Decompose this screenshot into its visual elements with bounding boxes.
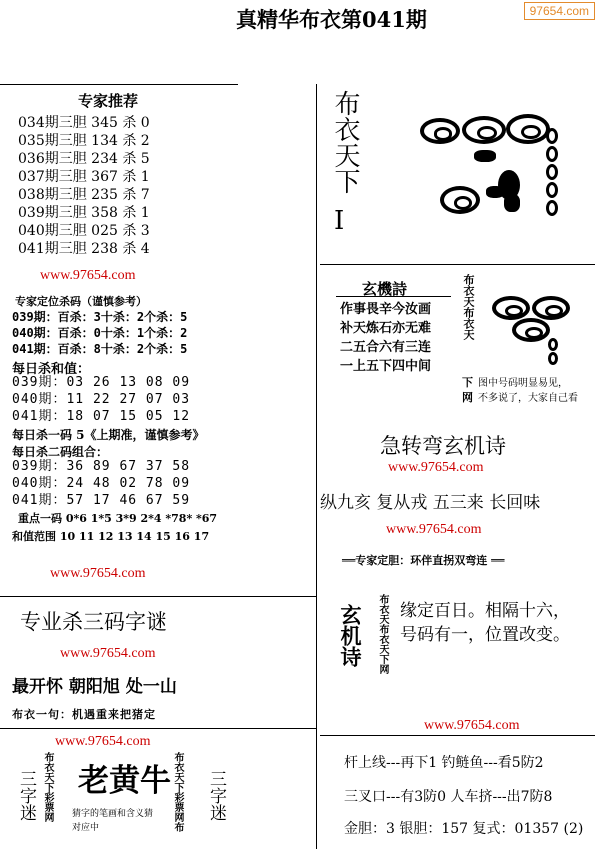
expert-title: 专家推荐 [78, 92, 139, 110]
site-url[interactable]: www.97654.com [40, 268, 136, 283]
xjs-line: 号码有一，位置改变。 [400, 625, 570, 645]
riddle-right-small-vertical: 布衣天下彩票网布 [172, 752, 183, 832]
daily-sum-list [12, 374, 190, 425]
riddle-answer: 三叉口---有3防0 人车挤---出7防8 [344, 789, 553, 805]
riddle-answer: 杆上线---再下1 钓鲢鱼---看5防2 [344, 755, 544, 771]
list-item: 034期三胆 345 杀 0 [18, 115, 150, 131]
list-item: 036期三胆 234 杀 5 [18, 151, 150, 167]
poem-lines [340, 300, 431, 376]
list-item: 039期三胆 358 杀 1 [18, 205, 150, 221]
list-item: 037期三胆 367 杀 1 [18, 169, 150, 185]
expert-banker-line: ══专家定胆：环伴直拐双弯连 ══ [342, 554, 505, 567]
bytx-tail-line: 图中号码明显易见， [478, 378, 568, 389]
list-item: 作事畏辛今汝画 [340, 302, 432, 317]
riddle-title: 专业杀三码字谜 [20, 610, 167, 634]
divider [0, 596, 316, 597]
riddle-note: 猜字的笔画和含义猜 [72, 809, 154, 819]
site-url[interactable]: www.97654.com [424, 718, 520, 733]
riddle-left-small-vertical: 布衣天下彩票网 [42, 752, 53, 822]
xjs-small-vertical: 布衣天布衣天下网 [377, 594, 388, 674]
riddle-left-vertical: 三字迷 [16, 770, 36, 821]
kill-two-title: 每日杀二码组合： [12, 445, 109, 459]
poem-title: 玄機詩 [362, 280, 408, 298]
list-item: 一上五下四中间 [340, 359, 432, 374]
list-item: 039期：03 26 13 08 09 [12, 375, 191, 390]
sum-range: 和值范围 10 11 12 13 14 15 16 17 [12, 530, 210, 543]
riddle-right-vertical: 三字迷 [206, 770, 226, 821]
expert-list [18, 114, 150, 258]
position-title: 专家定位杀码（谨慎参考） [15, 295, 147, 308]
list-item: 041期：57 17 46 67 59 [12, 493, 191, 508]
bytx-tail-char: 下 [462, 376, 473, 389]
list-item: 041期：18 07 15 05 12 [12, 409, 191, 424]
list-item: 040期三胆 025 杀 3 [18, 223, 150, 239]
divider [0, 84, 238, 85]
bytx-tail-line: 不多说了，大家自己看 [478, 393, 578, 404]
poem2-line: 纵九亥 复从戎 五三来 长回味 [320, 493, 541, 513]
riddle-big-word: 老黄牛 [78, 763, 171, 799]
focus-code: 重点一码 0*6 1*5 3*9 2*4 *78* *67 [18, 512, 218, 525]
xjs-vertical: 玄机诗 [338, 604, 363, 667]
kill-two-list [12, 458, 190, 509]
list-item: 039期：36 89 67 37 58 [12, 459, 191, 474]
list-item: 040期：24 48 02 78 09 [12, 476, 191, 491]
site-url[interactable]: www.97654.com [55, 734, 151, 749]
bytx-roman: I [334, 206, 345, 236]
list-item: 040期：11 22 27 07 03 [12, 392, 191, 407]
position-list [12, 309, 187, 357]
site-url[interactable]: www.97654.com [60, 646, 156, 661]
list-item: 041期：百杀：8十杀：2个杀：5 [12, 342, 188, 356]
list-item: 039期：百杀：3十杀：2个杀：5 [12, 310, 188, 324]
poem2-title: 急转弯玄机诗 [380, 434, 506, 458]
list-item: 二五合六有三连 [340, 340, 432, 355]
divider [316, 84, 317, 849]
site-watermark: 97654.com [524, 2, 595, 20]
xjs-line: 缘定百日。相隔十六， [400, 601, 570, 621]
bytx-small-vertical: 布衣天布衣天 [462, 274, 475, 340]
daily-sum-title: 每日杀和值： [12, 362, 91, 377]
page-title: 真精华布衣第041期 [236, 7, 427, 32]
riddle-saying: 布衣一句：机遇重来把猪定 [12, 708, 156, 721]
list-item: 041期三胆 238 杀 4 [18, 241, 150, 257]
site-url[interactable]: www.97654.com [386, 522, 482, 537]
list-item: 040期：百杀：0十杀：1个杀：2 [12, 326, 188, 340]
divider [0, 728, 316, 729]
riddle-line: 最开怀 朝阳旭 处一山 [12, 677, 177, 697]
kill-one-code: 每日杀一码 5《上期准，谨慎参考》 [12, 428, 205, 442]
riddle-note: 对应中 [72, 823, 100, 833]
banker-summary: 金胆：3 银胆：157 复式：01357 (2) [344, 821, 584, 837]
site-url[interactable]: www.97654.com [388, 460, 484, 475]
list-item: 035期三胆 134 杀 2 [18, 133, 150, 149]
divider [336, 296, 451, 297]
bytx-tail-char: 网 [462, 391, 473, 404]
divider [320, 264, 595, 265]
site-url[interactable]: www.97654.com [50, 566, 146, 581]
list-item: 038期三胆 235 杀 7 [18, 187, 150, 203]
bytx-vertical: 布衣天下 [330, 90, 360, 194]
divider [320, 735, 595, 736]
list-item: 补天炼石亦无难 [340, 321, 432, 336]
